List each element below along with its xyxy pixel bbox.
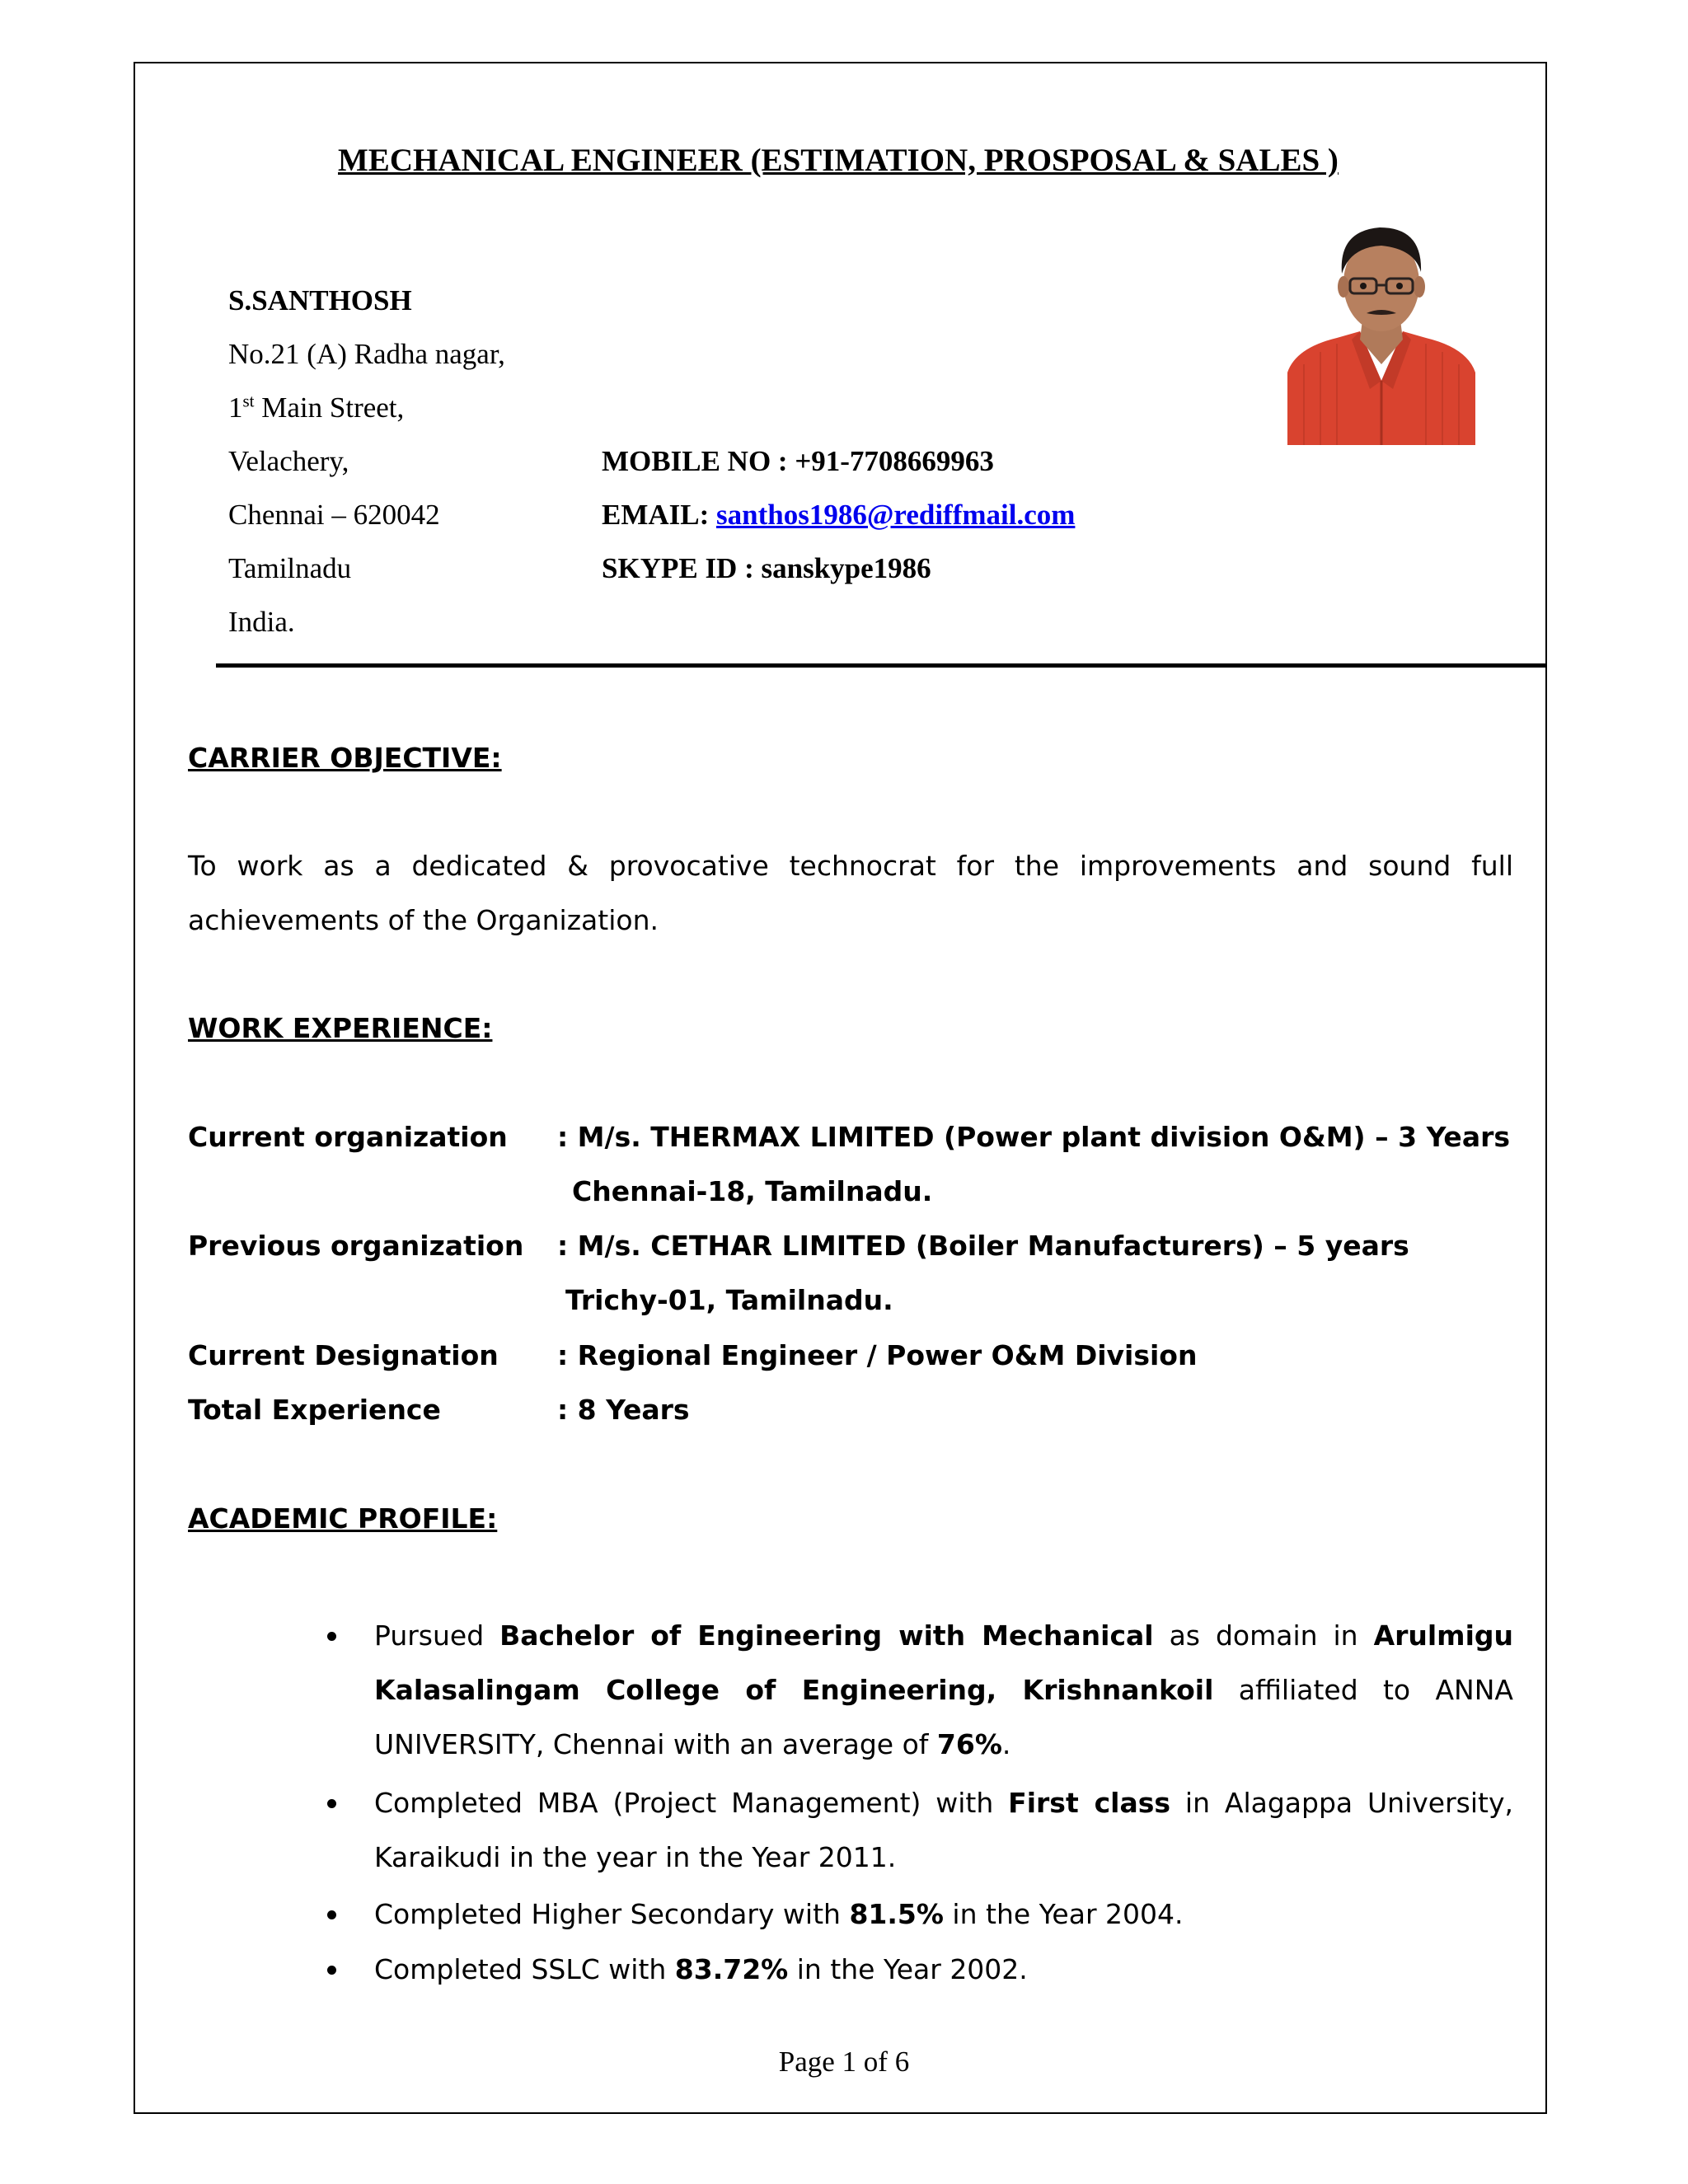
current-organization-label: Current organization <box>188 1121 508 1153</box>
page-number: Page 1 of 6 <box>778 2046 910 2078</box>
bullet-2: Completed MBA (Project Management) with First class in Alagappa University, Karaikudi in the year in the Year 2011. <box>374 1787 1513 1873</box>
email-link[interactable]: santhos1986@rediffmail.com <box>716 499 1076 531</box>
objective-heading: CARRIER OBJECTIVE: <box>188 742 502 774</box>
previous-organization-label: Previous organization <box>188 1230 524 1262</box>
bullet-2-dot <box>327 1799 336 1808</box>
page-title: MECHANICAL ENGINEER (ESTIMATION, PROSPOSAL & SALES ) <box>338 143 1339 178</box>
bullet-3-dot <box>327 1910 336 1919</box>
address-line-6: India. <box>228 606 295 638</box>
address-line-2: 1st Main Street, <box>228 391 405 424</box>
experience-heading: WORK EXPERIENCE: <box>188 1012 493 1044</box>
address-line-5: Tamilnadu <box>228 552 352 584</box>
profile-photo <box>1287 216 1475 445</box>
current-designation-value: : Regional Engineer / Power O&M Division <box>557 1339 1198 1371</box>
academic-heading: ACADEMIC PROFILE: <box>188 1502 498 1535</box>
bullet-1: Pursued Bachelor of Engineering with Mechanical as domain in Arulmigu Kalasalingam College of Engineering, Krishnankoil affiliated to ANNA UNIVERSITY, Chennai with an average of 76%. <box>374 1619 1513 1760</box>
previous-organization-location: Trichy-01, Tamilnadu. <box>565 1284 893 1316</box>
current-organization-location: Chennai-18, Tamilnadu. <box>572 1175 933 1207</box>
mobile-number: MOBILE NO : +91-7708669963 <box>602 445 994 477</box>
bullet-4-dot <box>327 1966 336 1975</box>
objective-line-2: achievements of the Organization. <box>188 904 659 936</box>
previous-organization-value: : M/s. CETHAR LIMITED (Boiler Manufacturers) – 5 years <box>557 1230 1409 1262</box>
address-line-4: Chennai – 620042 <box>228 499 440 531</box>
bullet-3: Completed Higher Secondary with 81.5% in the Year 2004. <box>374 1898 1184 1930</box>
current-organization-value: : M/s. THERMAX LIMITED (Power plant division O&M) – 3 Years <box>557 1121 1510 1153</box>
bullet-1-dot <box>327 1632 336 1641</box>
email-row: EMAIL: santhos1986@rediffmail.com <box>602 499 1076 531</box>
header-divider <box>216 663 1547 668</box>
current-designation-label: Current Designation <box>188 1339 499 1371</box>
objective-line-1: To work as a dedicated & provocative technocrat for the improvements and sound full <box>188 850 1513 882</box>
bullet-4: Completed SSLC with 83.72% in the Year 2002. <box>374 1953 1028 1985</box>
total-experience-value: : 8 Years <box>557 1394 690 1426</box>
address-line-1: No.21 (A) Radha nagar, <box>228 338 505 370</box>
address-line-3: Velachery, <box>228 445 349 477</box>
candidate-name: S.SANTHOSH <box>228 284 412 316</box>
skype-id: SKYPE ID : sanskype1986 <box>602 552 931 584</box>
total-experience-label: Total Experience <box>188 1394 441 1426</box>
